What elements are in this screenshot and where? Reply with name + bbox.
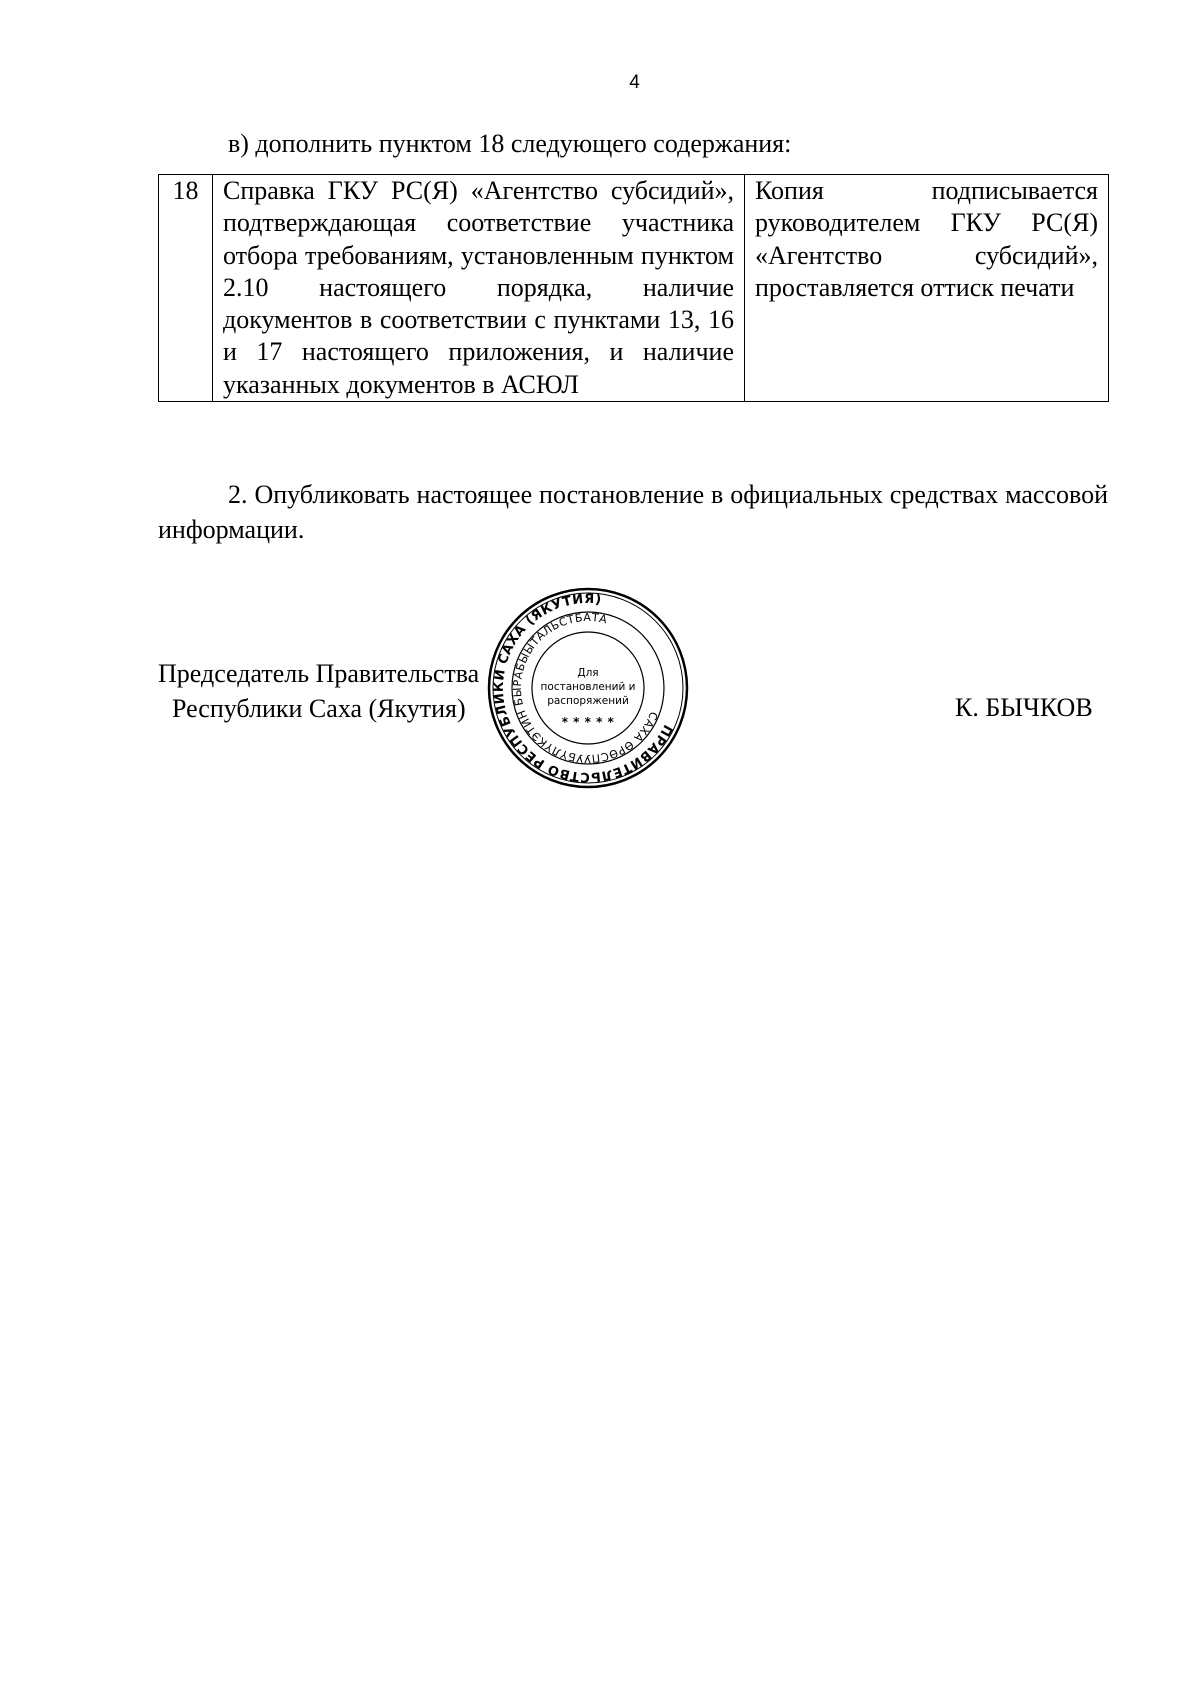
position-line-1: Председатель Правительства	[158, 659, 480, 688]
seal-center-line-3: распоряжений	[547, 695, 629, 707]
row-description: Справка ГКУ РС(Я) «Агентство субсидий», подтверждающая соответствие участника отбора требованиям, установленным пунктом 2.10 настоящего порядка, наличие документов в соответствии с пунктами 13, 16 и 17 настоящего приложения, и наличие указанных документов в АСЮЛ	[213, 175, 745, 402]
row-number: 18	[159, 175, 213, 402]
position-line-2: Республики Саха (Якутия)	[172, 694, 466, 723]
seal-outer-text: ПРАВИТЕЛЬСТВО РЕСПУБЛИКИ САХА (ЯКУТИЯ)	[491, 591, 675, 785]
signatory-position	[158, 656, 479, 726]
seal-inner-ring-text: САХА ӨРӨСПУУБҮЛҮКЭТИН БЫРАБЫЫТАЛЬСТБАТА	[510, 610, 661, 766]
amendment-intro: в) дополнить пунктом 18 следующего содержания:	[228, 129, 792, 158]
official-seal	[486, 586, 690, 790]
signatory-name: К. БЫЧКОВ	[955, 693, 1093, 722]
table-row	[159, 175, 1109, 402]
row-note: Копия подписывается руководителем ГКУ РС(Я) «Агентство субсидий», проставляется оттиск печати	[745, 175, 1109, 402]
seal-center-line-2: постановлений и	[540, 681, 636, 693]
page-number: 4	[629, 72, 640, 93]
point-2-paragraph: 2. Опубликовать настоящее постановление в официальных средствах массовой информации.	[158, 480, 1108, 544]
amendment-table	[158, 174, 1109, 402]
seal-stamp-icon	[486, 586, 690, 790]
seal-center-line-1: Для	[577, 667, 599, 679]
seal-stars: * * * * *	[561, 715, 615, 729]
